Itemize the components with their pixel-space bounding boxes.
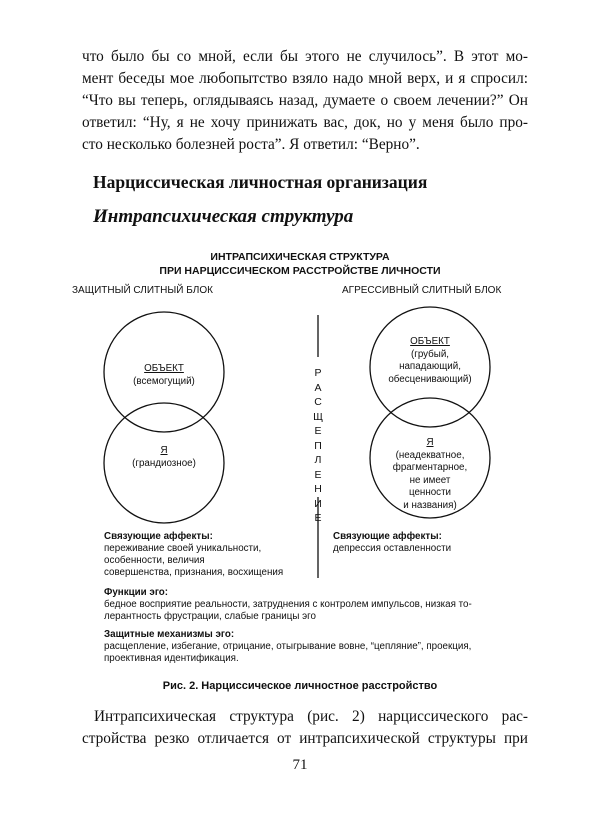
defense-mechanisms-line: расщепление, избегание, отрицание, отыгрывание вовне, “цепляние”, проекция, xyxy=(104,641,472,652)
text-line: сто несколько болезней роста”. Я ответил: “Верно”. xyxy=(82,136,420,153)
self-desc-line: фрагментарное, xyxy=(392,462,468,473)
text-line: “Что вы теперь, оглядываясь назад, думаете о своем лечении?” Он xyxy=(82,92,528,109)
right-block-label: АГРЕССИВНЫЙ СЛИТНЫЙ БЛОК xyxy=(342,285,502,296)
object-desc-line: нападающий, xyxy=(399,361,461,372)
splitting-letter: С xyxy=(314,396,322,408)
figure-title-line: ИНТРАПСИХИЧЕСКАЯ СТРУКТУРА xyxy=(210,251,390,263)
ego-functions-line: лерантность фрустрации, слабые границы эго xyxy=(104,611,316,622)
affects-heading: Связующие аффекты: xyxy=(333,531,442,542)
text-line: стройства резко отличается от интрапсихической структуры при xyxy=(82,730,528,747)
affects-line: совершенства, признания, восхищения xyxy=(104,567,284,578)
affects-line: депрессия оставленности xyxy=(333,543,452,554)
self-desc-line: (неадекватное, xyxy=(395,449,465,461)
right-object-text xyxy=(370,336,490,386)
defense-mechanisms-heading: Защитные механизмы эго: xyxy=(104,629,235,640)
splitting-letter: Е xyxy=(314,425,322,437)
object-desc-line: (грубый, xyxy=(410,348,450,360)
left-self-text xyxy=(104,445,224,470)
self-desc-line: и названия) xyxy=(403,499,457,511)
object-desc: (всемогущий) xyxy=(133,375,195,387)
splitting-letter: П xyxy=(314,439,322,452)
object-desc-line: обесценивающий) xyxy=(388,373,472,385)
text-line: мент беседы мое любопытство взяло надо мной верх, и я спросил: xyxy=(82,70,528,87)
splitting-letter: Е xyxy=(314,512,322,524)
object-title: ОБЪЕКТ xyxy=(410,336,450,347)
right-self-text xyxy=(370,437,490,512)
splitting-letter: Е xyxy=(314,468,322,481)
splitting-letter: Л xyxy=(314,454,322,466)
splitting-letter: Щ xyxy=(313,410,323,423)
splitting-letter: Н xyxy=(314,483,322,495)
section-heading: Нарциссическая личностная организация xyxy=(93,172,428,192)
page-number: 71 xyxy=(292,757,308,773)
bottom-paragraph xyxy=(82,706,528,750)
splitting-letter: Р xyxy=(314,367,322,379)
object-title: ОБЪЕКТ xyxy=(144,363,184,374)
splitting-letter: И xyxy=(314,497,322,510)
self-desc-line: не имеет xyxy=(409,474,451,486)
text-line: ответил: “Ну, я не хочу принижать вас, док, но у меня было про- xyxy=(82,114,528,131)
defense-mechanisms-line: проективная идентификация. xyxy=(104,653,239,664)
affects-line: переживание своей уникальности, xyxy=(104,543,262,554)
text-line: Интрапсихическая структура (рис. 2) нарциссического рас- xyxy=(94,708,528,725)
defense-mechanisms xyxy=(104,629,471,665)
figure-caption: Рис. 2. Нарциссическое личностное расстройство xyxy=(162,680,438,692)
left-affects xyxy=(104,531,283,579)
right-affects xyxy=(333,531,451,555)
self-title: Я xyxy=(426,437,434,448)
left-object-text xyxy=(104,363,224,388)
affects-heading: Связующие аффекты: xyxy=(104,531,213,542)
subsection-heading: Интрапсихическая структура xyxy=(93,206,354,227)
ego-functions xyxy=(104,587,472,623)
self-title: Я xyxy=(160,445,168,456)
splitting-label xyxy=(311,366,325,526)
ego-functions-heading: Функции эго: xyxy=(104,587,169,598)
self-desc-line: ценности xyxy=(408,487,452,498)
text-line: что было бы со мной, если бы этого не случилось”. В этот мо- xyxy=(82,48,528,65)
figure-title-line: ПРИ НАРЦИССИЧЕСКОМ РАССТРОЙСТВЕ ЛИЧНОСТИ xyxy=(159,265,441,277)
splitting-letter: А xyxy=(314,381,322,394)
self-desc: (грандиозное) xyxy=(132,457,196,469)
affects-line: особенности, величия xyxy=(104,555,205,566)
left-block-label: ЗАЩИТНЫЙ СЛИТНЫЙ БЛОК xyxy=(72,285,213,296)
ego-functions-line: бедное восприятие реальности, затруднения с контролем импульсов, низкая то- xyxy=(104,599,472,610)
